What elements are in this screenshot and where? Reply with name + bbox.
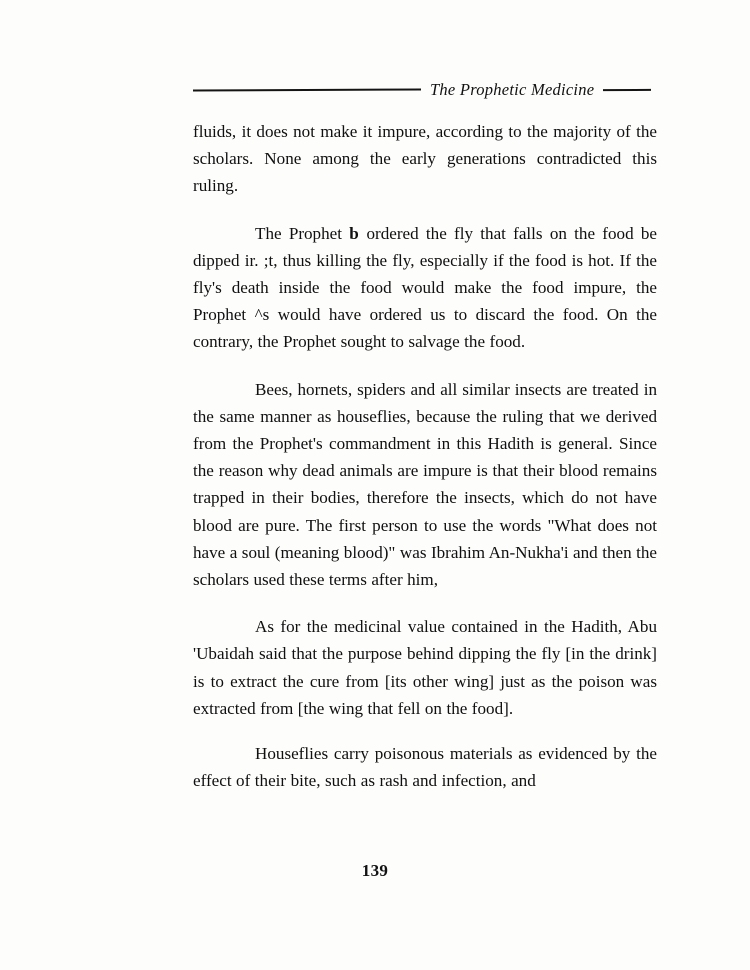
paragraph-2-segment-middle: ordered the fly that falls on the food be dipped ir. ;t, thus killing the fly, especially if the food is hot. If the fly's death inside the food would make the food impure, the Prophet (193, 223, 657, 325)
running-head-title: The Prophetic Medicine (430, 79, 595, 99)
paragraph-5: Houseflies carry poisonous materials as evidenced by the effect of their bite, such as rash and infection, and (193, 744, 657, 791)
header-rule-left (193, 88, 421, 91)
running-head (193, 78, 657, 102)
paragraph-2-segment-after: would have ordered us to discard the food. On the contrary, the Prophet sought to salvage the food. (193, 305, 657, 352)
paragraph-1: fluids, it does not make it impure, according to the majority of the scholars. None among the early generations contradicted this ruling. (193, 122, 657, 196)
body-text-column (193, 118, 657, 794)
header-rule-right (603, 89, 651, 91)
salutation-glyph-icon: b (349, 223, 360, 243)
paragraph-2 (193, 220, 657, 356)
salutation-glyph-2-icon: ^s (254, 305, 270, 325)
paragraph-3: Bees, hornets, spiders and all similar insects are treated in the same manner as houseflies, because the ruling that we derived from the Prophet's commandment in this Hadith is general. Since the reason why dead animals are impure is that their blood remains trapped in their bodies, therefore the insects, which do not have blood are pure. The first person to use the words "What does not have a soul (meaning blood)" was Ibrahim An-Nukha'i and then the scholars used these terms after him, (193, 379, 657, 590)
paragraph-4: As for the medicinal value contained in the Hadith, Abu 'Ubaidah said that the purpose behind dipping the fly [in the drink] is to extract the cure from [its other wing] just as the poison was extracted from [the wing that fell on the food]. (193, 617, 657, 718)
page-number: 139 (361, 861, 389, 880)
paragraph-2-segment-before: The Prophet (255, 223, 350, 243)
